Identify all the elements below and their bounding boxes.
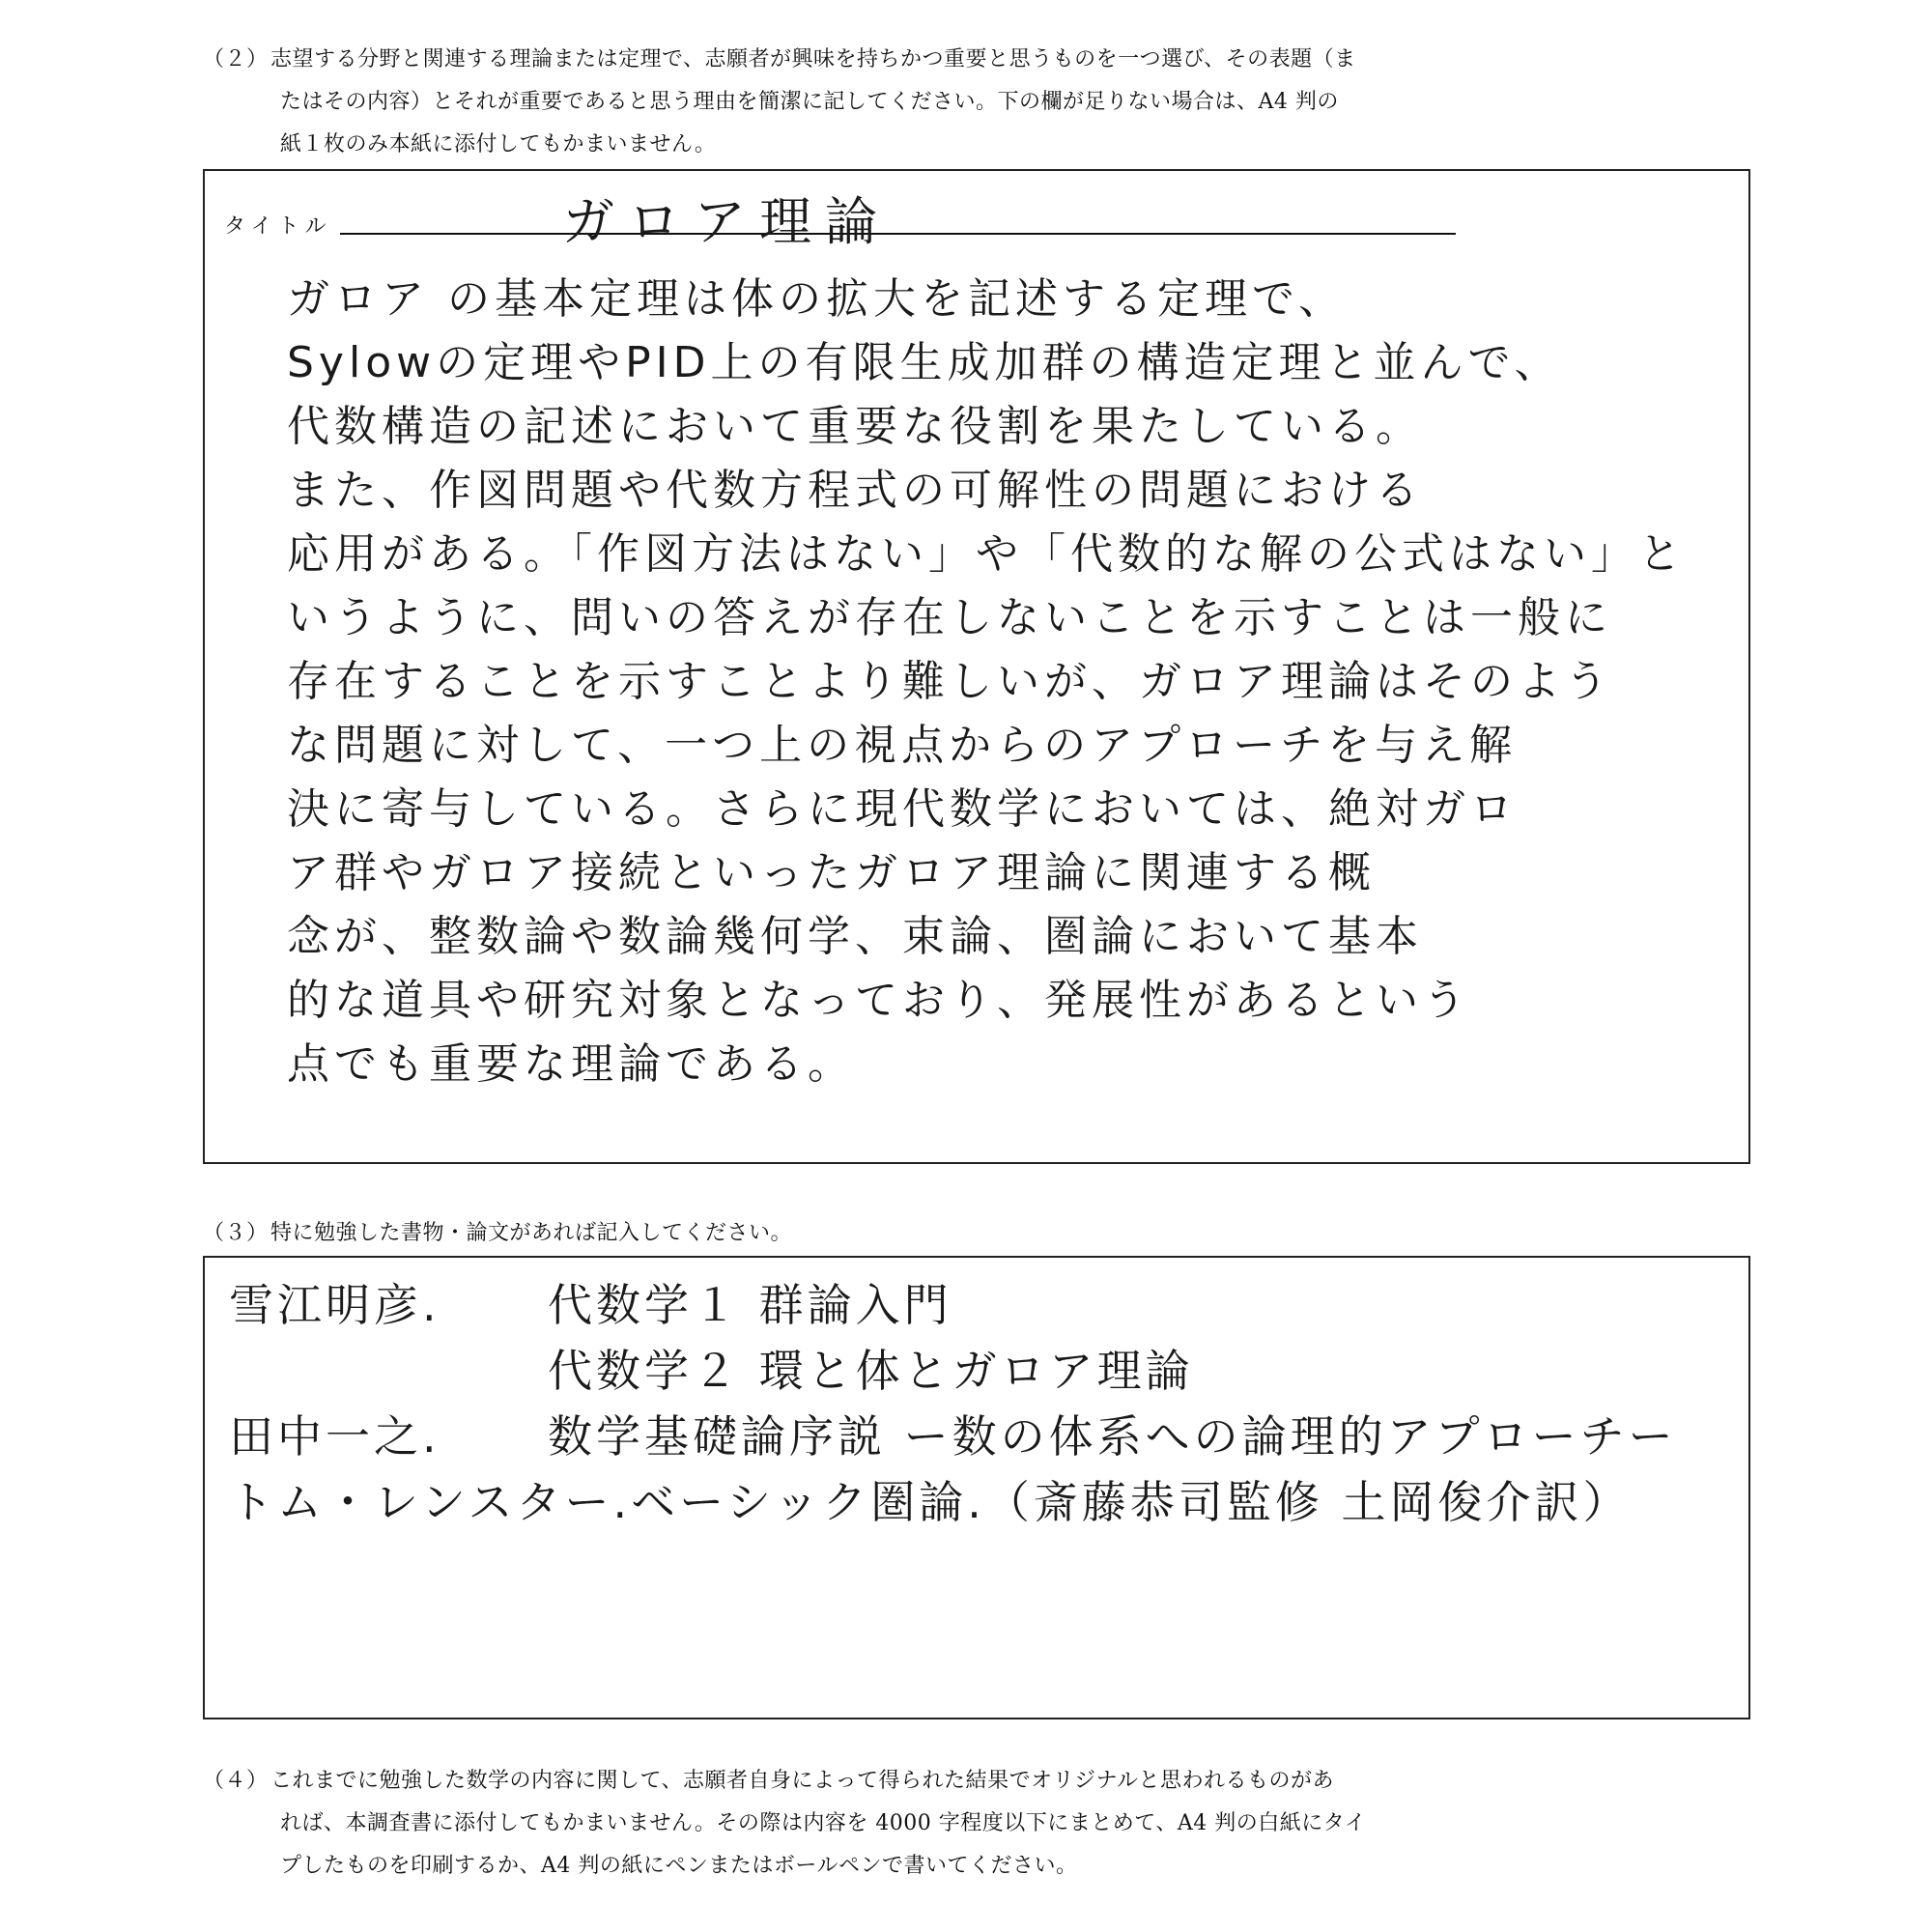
question-2-instructions bbox=[203, 39, 1758, 166]
answer-line: な問題に対して、一つ上の視点からのアプローチを与え解 bbox=[287, 721, 1518, 770]
answer-line: 存在することを示すことより難しいが、ガロア理論はそのよう bbox=[287, 657, 1612, 706]
book-entry bbox=[229, 1469, 1736, 1535]
question-3-instructions bbox=[203, 1212, 1758, 1255]
answer-line: 決に寄与している。さらに現代数学においては、絶対ガロ bbox=[287, 784, 1518, 834]
answer-line: 応用がある。「作図方法はない」や「代数的な解の公式はない」と bbox=[287, 529, 1686, 579]
answer-line: 代数構造の記述において重要な役割を果たしている。 bbox=[287, 402, 1423, 451]
book-title: 数学基礎論序説 ー数の体系への論理的アプローチー bbox=[548, 1410, 1677, 1463]
book-author: 田中一之. bbox=[229, 1410, 440, 1463]
answer-line: 的な道具や研究対象となっており、発展性があるという bbox=[287, 976, 1470, 1025]
answer-line: いうように、問いの答えが存在しないことを示すことは一般に bbox=[287, 593, 1612, 642]
question-4-text-line-1: これまでに勉強した数学の内容に関して、志願者自身によって得られた結果でオリジナルと思われるものがあ bbox=[270, 1769, 1334, 1793]
question-2-text-line-3: 紙１枚のみ本紙に添付してもかまいません。 bbox=[280, 132, 717, 156]
question-3-text: 特に勉強した書物・論文があれば記入してください。 bbox=[270, 1221, 793, 1245]
book-author: トム・レンスター. bbox=[229, 1476, 632, 1528]
question-2-text-line-2: たはその内容）とそれが重要であると思う理由を簡潔に記してください。下の欄が足りない場合は、A4 判の bbox=[280, 90, 1339, 114]
answer-line: ア群やガロア接続といったガロア理論に関連する概 bbox=[287, 848, 1376, 897]
handwritten-book-list bbox=[229, 1272, 1736, 1535]
question-3-number: （３） bbox=[203, 1221, 269, 1245]
handwritten-answer bbox=[287, 268, 1717, 1096]
answer-line: また、作図問題や代数方程式の可解性の問題における bbox=[287, 466, 1423, 515]
question-4-text-line-3: プしたものを印刷するか、A4 判の紙にペンまたはボールペンで書いてください。 bbox=[280, 1854, 1078, 1878]
title-handwritten-value: ガロア理論 bbox=[562, 191, 891, 252]
answer-line: 念が、整数論や数論幾何学、束論、圏論において基本 bbox=[287, 912, 1423, 961]
book-entry bbox=[229, 1404, 1736, 1469]
question-4-instructions bbox=[203, 1760, 1758, 1888]
answer-box-theory[interactable] bbox=[203, 169, 1750, 1164]
book-title: 代数学１ 群論入門 bbox=[548, 1279, 952, 1331]
question-2-number: （２） bbox=[203, 47, 269, 71]
book-entry bbox=[229, 1338, 1736, 1404]
book-title: 代数学２ 環と体とガロア理論 bbox=[548, 1345, 1194, 1397]
question-2-text-line-1: 志望する分野と関連する理論または定理で、志願者が興味を持ちかつ重要と思うものを一つ選び、その表題（ま bbox=[270, 47, 1356, 71]
answer-line: Sylowの定理やPID上の有限生成加群の構造定理と並んで、 bbox=[287, 338, 1562, 387]
book-title: ベーシック圏論.（斎藤恭司監修 土岡俊介訳） bbox=[631, 1476, 1632, 1528]
answer-line: 点でも重要な理論である。 bbox=[287, 1039, 855, 1089]
answer-box-books[interactable] bbox=[203, 1256, 1750, 1719]
question-4-number: （４） bbox=[203, 1769, 269, 1793]
question-4-text-line-2: れば、本調査書に添付してもかまいません。その際は内容を 4000 字程度以下にまとめて、A4 判の白紙にタイ bbox=[280, 1811, 1367, 1835]
book-author: 雪江明彦. bbox=[229, 1279, 440, 1331]
title-label: タイトル bbox=[224, 214, 332, 239]
book-entry bbox=[229, 1272, 1736, 1338]
title-underline bbox=[340, 233, 1456, 235]
answer-line: ガロア の基本定理は体の拡大を記述する定理で、 bbox=[287, 274, 1347, 324]
